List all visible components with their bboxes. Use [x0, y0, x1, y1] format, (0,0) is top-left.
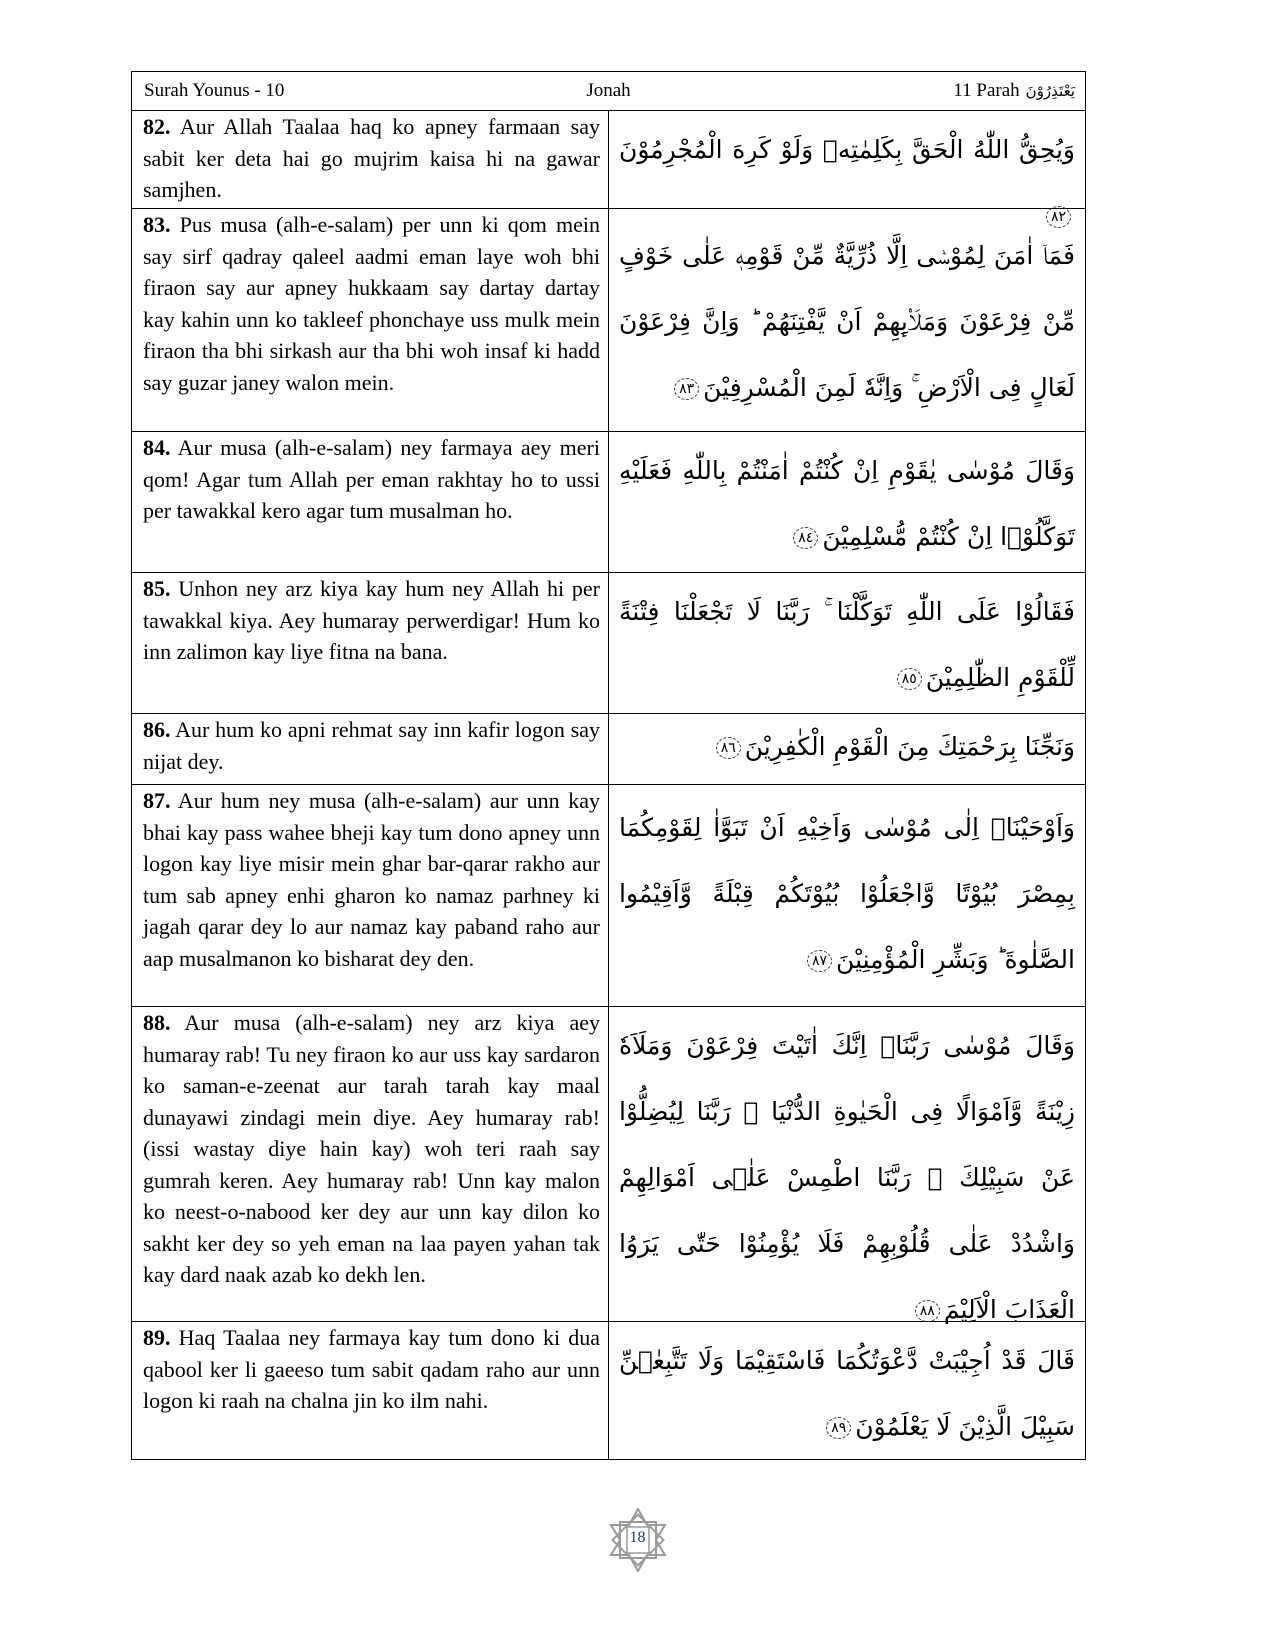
translation-cell — [132, 111, 609, 208]
ayah-marker-icon: ٨٧ — [807, 950, 832, 972]
translation-cell — [132, 785, 609, 1006]
header-parah-label: 11 Parah — [953, 80, 1020, 101]
translation-cell — [132, 1322, 609, 1459]
arabic-cell — [609, 432, 1085, 572]
header-surah-name: Surah Younus - 10 — [144, 80, 285, 101]
ayah-marker-icon: ٨٤ — [793, 527, 818, 549]
translation-text: Aur Allah Taalaa haq ko apney farmaan say sabit ker deta hai go mujrim kaisa hi na gawar samjhen. — [143, 114, 601, 202]
ayah-marker-icon: ٨٣ — [674, 378, 699, 400]
page-header — [132, 72, 1085, 111]
verse-number: 85. — [143, 576, 171, 601]
translation-text: Unhon ney arz kiya kay hum ney Allah hi per tawakkal kiya. Aey humaray perwerdigar! Hum ko inn zalimon kay liye fitna na bana. — [143, 576, 600, 664]
arabic-verse: فَقَالُوْا عَلَى اللّٰهِ تَوَكَّلْنَا ۚ رَبَّنَا لَا تَجْعَلْنَا فِتْنَةً لِّلْقَوْمِ الظّٰلِمِيْنَ — [619, 597, 1075, 692]
translation-text: Aur hum ko apni rehmat say inn kafir logon say nijat dey. — [143, 717, 600, 774]
translation-text: Haq Taalaa ney farmaya kay tum dono ki dua qabool ker li gaeeso tum sabit qadam raho aur unn logon ki raah na chalna jin ko ilm nahi. — [143, 1325, 600, 1413]
verse-number: 87. — [143, 788, 171, 813]
translation-cell — [132, 1007, 609, 1321]
arabic-verse: وَنَجِّنَا بِرَحْمَتِكَ مِنَ الْقَوْمِ الْكٰفِرِيْنَ — [744, 732, 1075, 761]
translation-cell — [132, 209, 609, 431]
header-parah — [953, 80, 1075, 102]
verse-row-87 — [132, 785, 1085, 1007]
verse-row-85 — [132, 573, 1085, 714]
translation-text: Aur musa (alh-e-salam) ney arz kiya aey humaray rab! Tu ney firaon ko aur uss kay sardaron ko saman-e-zeenat aur tarah tarah kay maal dunayawi zindagi mein diye. Aey humaray rab! (issi wastay diye hain kay) woh teri raah say gumrah keren. Aey humaray rab! Unn kay malon ko neest-o-nabood ker dey aur unn kay dilon ko sakht ker dey so yeh eman na laa payen yahan tak kay dard naak azab ko dekh len. — [143, 1010, 600, 1287]
translation-cell — [132, 573, 609, 713]
ayah-marker-icon: ٨٨ — [915, 1300, 940, 1322]
arabic-cell — [609, 1322, 1085, 1459]
arabic-verse: وَاَوْحَيْنَاۤ اِلٰى مُوْسٰى وَاَخِيْهِ اَنْ تَبَوَّاٰ لِقَوْمِكُمَا بِمِصْرَ بُيُوْتًا وَّاجْعَلُوْا بُيُوْتَكُمْ قِبْلَةً وَّاَقِيْمُوا الصَّلٰوةَ ؕ وَبَشِّرِ الْمُؤْمِنِيْنَ — [619, 813, 1075, 974]
arabic-verse: وَقَالَ مُوْسٰى يٰقَوْمِ اِنْ كُنْتُمْ اٰمَنْتُمْ بِاللّٰهِ فَعَلَيْهِ تَوَكَّلُوْۤا اِنْ كُنْتُمْ مُّسْلِمِيْنَ — [619, 456, 1075, 551]
verse-row-84 — [132, 432, 1085, 573]
verse-number: 86. — [143, 717, 171, 742]
translation-cell — [132, 432, 609, 572]
ayah-marker-icon: ٨٥ — [897, 668, 922, 690]
header-english-title: Jonah — [586, 80, 631, 101]
arabic-verse: وَقَالَ مُوْسٰى رَبَّنَاۤ اِنَّكَ اٰتَيْتَ فِرْعَوْنَ وَمَلَاَهٗ زِيْنَةً وَّاَمْوَالًا فِى الْحَيٰوةِ الدُّنْيَا ۙ رَبَّنَا لِيُضِلُّوْا عَنْ سَبِيْلِكَ ۚ رَبَّنَا اطْمِسْ عَلٰۤى اَمْوَالِهِمْ وَاشْدُدْ عَلٰى قُلُوْبِهِمْ فَلَا يُؤْمِنُوْا حَتّٰى يَرَوُا الْعَذَابَ الْاَلِيْمَ — [619, 1031, 1075, 1324]
arabic-cell — [609, 111, 1085, 225]
verse-number: 82. — [143, 114, 171, 139]
translation-text: Pus musa (alh-e-salam) per unn ki qom mein say sirf qadray qaleel aadmi eman laye woh bhi firaon say aur apney hukkaam say dartay dartay kay kahin unn ko takleef phonchaye uss mulk mein firaon tha bhi sirkash aur tha bhi woh insaf ki hadd say guzar janey walon mein. — [143, 212, 600, 395]
arabic-verse: فَمَاۤ اٰمَنَ لِمُوْسٰۤى اِلَّا ذُرِّيَّةٌ مِّنْ قَوْمِهٖ عَلٰى خَوْفٍ مِّنْ فِرْعَوْنَ وَمَلَا۟ىِٕهِمْ اَنْ يَّفْتِنَهُمْ ؕ وَاِنَّ فِرْعَوْنَ لَعَالٍ فِى الْاَرْضِ ۚ وَاِنَّهٗ لَمِنَ الْمُسْرِفِيْنَ — [619, 241, 1075, 402]
translation-cell — [132, 714, 609, 784]
arabic-cell — [609, 1007, 1085, 1324]
verse-row-83 — [132, 209, 1085, 432]
verse-row-88 — [132, 1007, 1085, 1322]
page-footer — [0, 1508, 1275, 1572]
verse-row-86 — [132, 714, 1085, 785]
header-parah-arabic: يَعْتَذِرُوْنَ — [1025, 82, 1075, 100]
page-number-ornament — [606, 1508, 670, 1572]
verse-number: 84. — [143, 435, 171, 460]
ayah-marker-icon: ٨٩ — [826, 1417, 851, 1439]
arabic-verse: قَالَ قَدْ اُجِيْبَتْ دَّعْوَتُكُمَا فَاسْتَقِيْمَا وَلَا تَتَّبِعٰۤنِّ سَبِيْلَ الَّذِيْنَ لَا يَعْلَمُوْنَ — [619, 1346, 1075, 1441]
arabic-cell — [609, 209, 1085, 431]
arabic-verse: وَيُحِقُّ اللّٰهُ الْحَقَّ بِكَلِمٰتِهٖ وَلَوْ كَرِهَ الْمُجْرِمُوْنَ — [619, 135, 1075, 164]
translation-table — [131, 71, 1086, 1460]
ayah-marker-icon: ٨٦ — [716, 737, 741, 759]
arabic-cell — [609, 785, 1085, 1006]
translation-text: Aur musa (alh-e-salam) ney farmaya aey meri qom! Agar tum Allah per eman rakhtay ho to ussi per tawakkal kero agar tum musalman ho. — [143, 435, 600, 523]
verse-number: 89. — [143, 1325, 171, 1350]
arabic-cell — [609, 714, 1085, 784]
verse-number: 88. — [143, 1010, 171, 1035]
ayah-marker-icon: ٨٢ — [1046, 206, 1071, 228]
verse-number: 83. — [143, 212, 171, 237]
page-number: 18 — [629, 1529, 646, 1546]
arabic-cell — [609, 573, 1085, 713]
verse-row-89 — [132, 1322, 1085, 1459]
translation-text: Aur hum ney musa (alh-e-salam) aur unn kay bhai kay pass wahee bheji kay tum dono apney unn logon kay liye misir mein ghar bar-qarar rakho aur tum sab apney enhi gharon ko namaz parhney ki jagah qarar dey lo aur namaz kay paband raho aur aap musalmanon ko bisharat dey den. — [143, 788, 600, 971]
